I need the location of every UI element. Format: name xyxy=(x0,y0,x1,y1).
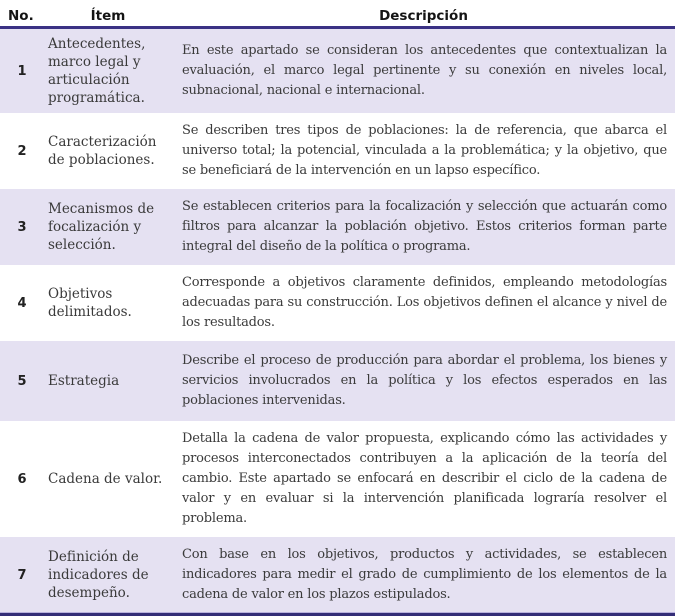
item-cell xyxy=(44,537,172,613)
item-cell xyxy=(44,29,172,113)
item-text: Definición de indicadores de desempeño. xyxy=(48,549,149,601)
header-item: Ítem xyxy=(90,8,126,24)
description-text: Con base en los objetivos, productos y actividades, se establecen indicadores para medir el grado de cumplimiento de los elementos de la cadena de valor en los plazos estipulados. xyxy=(182,547,667,602)
row-number: 3 xyxy=(17,219,27,235)
description-text: Describe el proceso de producción para abordar el problema, los bienes y servicios involucrados en la política y los efectos esperados en las poblaciones intervenidas. xyxy=(182,353,667,408)
item-text: Estrategia xyxy=(48,373,120,389)
description-text: Se establecen criterios para la focalización y selección que actuarán como filtros para alcanzar la población objetivo. Estos criterios forman parte integral del diseño de la política o programa. xyxy=(182,199,667,254)
item-text: Caracterización de poblaciones. xyxy=(48,134,157,168)
item-cell xyxy=(44,265,172,341)
description-cell xyxy=(172,265,675,341)
row-number: 5 xyxy=(17,373,27,389)
item-text: Antecedentes, marco legal y articulación programática. xyxy=(48,36,146,106)
table-row xyxy=(0,29,675,113)
table-row xyxy=(0,265,675,341)
row-number: 1 xyxy=(17,63,27,79)
item-cell xyxy=(44,421,172,537)
row-number: 7 xyxy=(17,567,27,583)
table-header-row xyxy=(0,0,675,29)
item-cell xyxy=(44,189,172,265)
table-row xyxy=(0,189,675,265)
table-row xyxy=(0,421,675,537)
description-text: Corresponde a objetivos claramente definidos, empleando metodologías adecuadas para su construcción. Los objetivos definen el alcance y nivel de los resultados. xyxy=(182,275,667,330)
table-row xyxy=(0,341,675,421)
row-number: 6 xyxy=(17,471,27,487)
row-number: 2 xyxy=(17,143,27,159)
header-descripcion: Descripción xyxy=(379,8,468,24)
item-cell xyxy=(44,113,172,189)
item-text: Cadena de valor. xyxy=(48,471,163,487)
description-text: Se describen tres tipos de poblaciones: la de referencia, que abarca el universo total; la potencial, vinculada a la problemática; y la objetivo, que se beneficiará de la intervención en un lapso específico. xyxy=(182,123,667,178)
description-cell xyxy=(172,113,675,189)
item-text: Objetivos delimitados. xyxy=(48,286,132,320)
item-text: Mecanismos de focalización y selección. xyxy=(48,201,155,253)
description-cell xyxy=(172,421,675,537)
table-row xyxy=(0,537,675,613)
table-body xyxy=(0,29,675,613)
description-text: En este apartado se consideran los antecedentes que contextualizan la evaluación, el marco legal pertinente y su conexión en niveles local, subnacional, nacional e internacional. xyxy=(182,43,667,98)
description-cell xyxy=(172,341,675,421)
description-cell xyxy=(172,189,675,265)
description-cell xyxy=(172,537,675,613)
table-row xyxy=(0,113,675,189)
item-cell xyxy=(44,341,172,421)
description-cell xyxy=(172,29,675,113)
row-number: 4 xyxy=(17,295,27,311)
description-text: Detalla la cadena de valor propuesta, explicando cómo las actividades y procesos interconectados contribuyen a la aplicación de la teoría del cambio. Este apartado se enfocará en describir el ciclo de la cadena de valor y en evaluar si la intervención planificada lograría resolver el problema. xyxy=(182,431,667,526)
header-no: No. xyxy=(8,8,34,24)
